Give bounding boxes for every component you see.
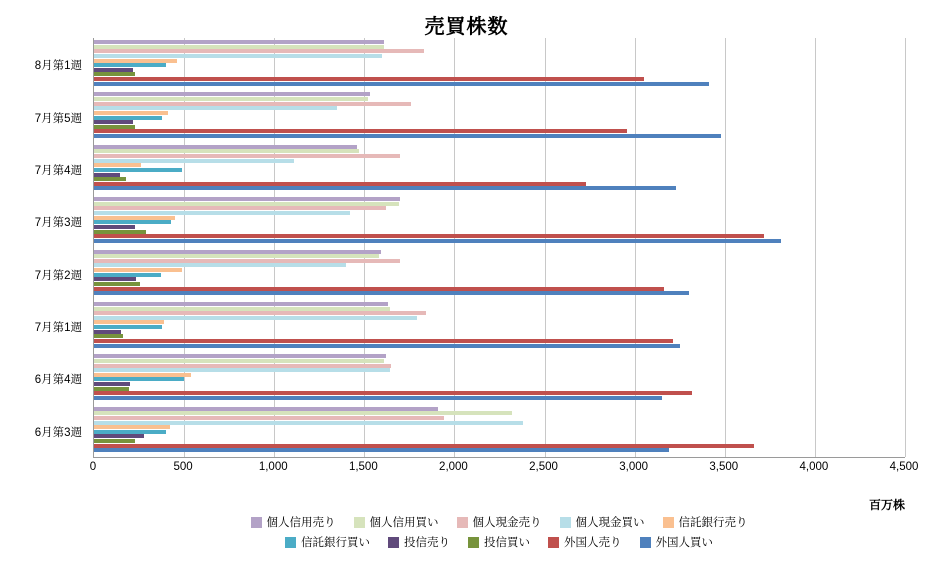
bar-row [94,373,905,377]
x-tick-label: 3,500 [709,461,739,473]
bar[interactable] [94,421,523,425]
bar[interactable] [94,416,444,420]
bar[interactable] [94,182,586,186]
bar-group [94,195,905,247]
legend-item[interactable] [285,534,370,550]
bar[interactable] [94,134,721,138]
bar-row [94,387,905,391]
bar-row [94,259,905,263]
bar[interactable] [94,149,359,153]
legend-label: 外国人買い [655,537,713,549]
legend-swatch [388,537,399,548]
bar[interactable] [94,234,764,238]
bar[interactable] [94,59,177,63]
bar[interactable] [94,186,676,190]
bar-group [94,38,905,90]
bar-row [94,220,905,224]
bar[interactable] [94,407,438,411]
bar[interactable] [94,316,417,320]
bar-row [94,311,905,315]
legend-swatch [548,537,559,548]
bar-row [94,92,905,96]
bar[interactable] [94,102,411,106]
bar[interactable] [94,263,346,267]
bar-row [94,211,905,215]
bar[interactable] [94,411,512,415]
bar[interactable] [94,173,120,177]
bar-row [94,116,905,120]
bar-groups [94,38,905,457]
bar[interactable] [94,220,171,224]
bar[interactable] [94,211,350,215]
chart-title: 売買株数 [424,16,509,38]
bar[interactable] [94,434,144,438]
x-tick-label: 2,500 [529,461,558,473]
bar-row [94,339,905,343]
bar-row [94,263,905,267]
x-tick-label: 3,000 [619,461,649,473]
bar[interactable] [94,63,166,67]
plot-area [93,38,905,458]
bar[interactable] [94,444,754,448]
bar[interactable] [94,82,709,86]
legend-item[interactable] [354,514,439,530]
bar-row [94,307,905,311]
bar-row [94,364,905,368]
bar[interactable] [94,239,781,243]
bar[interactable] [94,307,390,311]
bar-row [94,230,905,234]
bar-row [94,334,905,338]
bar[interactable] [94,159,294,163]
x-tick-label: 4,000 [799,461,829,473]
bar-row [94,82,905,86]
bar[interactable] [94,145,357,149]
bar[interactable] [94,373,191,377]
bar-row [94,396,905,400]
bar-row [94,182,905,186]
bar-row [94,421,905,425]
legend-label: 個人信用売り [266,517,336,529]
bar-row [94,354,905,358]
bar-group [94,248,905,300]
bar-row [94,268,905,272]
bar[interactable] [94,325,162,329]
bar-row [94,416,905,420]
bar[interactable] [94,120,133,124]
bar-row [94,106,905,110]
bar[interactable] [94,116,162,120]
bar-row [94,97,905,101]
bar[interactable] [94,168,182,172]
bar-row [94,250,905,254]
legend-item[interactable] [457,514,542,530]
bar[interactable] [94,277,136,281]
bar-row [94,382,905,386]
bar-row [94,359,905,363]
legend-label: 投信売り [404,537,450,549]
x-tick-label: 0 [89,461,97,473]
y-tick-label: 6月第3週 [34,426,82,439]
bar-row [94,202,905,206]
legend-item[interactable] [251,514,336,530]
bar-row [94,234,905,238]
legend-item[interactable] [468,534,530,550]
bar-row [94,102,905,106]
y-tick-label: 7月第5週 [34,112,82,125]
bar-row [94,316,905,320]
bar[interactable] [94,364,391,368]
bar[interactable] [94,106,337,110]
bar-row [94,448,905,452]
bar[interactable] [94,154,400,158]
x-tick-label: 2,000 [439,461,468,473]
bar[interactable] [94,216,175,220]
bar[interactable] [94,202,399,206]
bar[interactable] [94,77,644,81]
bar-row [94,45,905,49]
bar-row [94,439,905,443]
bar-row [94,72,905,76]
bar-row [94,254,905,258]
bar[interactable] [94,273,161,277]
bar[interactable] [94,334,123,338]
legend-swatch [354,517,365,528]
bar-row [94,239,905,243]
bar-row [94,186,905,190]
legend-label: 信託銀行売り [678,517,748,529]
bar[interactable] [94,430,166,434]
legend-row [93,532,905,552]
bar-row [94,197,905,201]
bar[interactable] [94,45,384,49]
bar-row [94,434,905,438]
legend-swatch [640,537,651,548]
bar-row [94,163,905,167]
bar-row [94,159,905,163]
x-tick-label: 500 [173,461,193,473]
bar[interactable] [94,92,370,96]
legend-swatch [457,517,468,528]
legend-label: 個人信用買い [369,517,439,529]
bar[interactable] [94,72,135,76]
legend-swatch [251,517,262,528]
bar[interactable] [94,368,390,372]
bar-row [94,145,905,149]
bar[interactable] [94,287,664,291]
bar-row [94,134,905,138]
bar-row [94,40,905,44]
bar-row [94,325,905,329]
bar[interactable] [94,359,384,363]
legend-label: 信託銀行買い [301,537,370,549]
bar-row [94,425,905,429]
bar-row [94,320,905,324]
bar[interactable] [94,291,689,295]
bar-row [94,344,905,348]
bar-row [94,411,905,415]
bar-group [94,143,905,195]
y-tick-label: 7月第3週 [34,217,82,230]
bar-row [94,225,905,229]
bar[interactable] [94,382,130,386]
bar-row [94,277,905,281]
legend-swatch [468,537,479,548]
bar-group [94,352,905,404]
bar[interactable] [94,250,381,254]
bar[interactable] [94,206,386,210]
bar-row [94,377,905,381]
x-axis-labels [89,461,919,479]
bar[interactable] [94,302,388,306]
bar[interactable] [94,396,662,400]
bar-row [94,391,905,395]
y-tick-label: 8月第1週 [34,60,82,73]
bar-row [94,330,905,334]
bar[interactable] [94,40,384,44]
bar-row [94,302,905,306]
bar[interactable] [94,259,400,263]
bar[interactable] [94,330,121,334]
legend-item[interactable] [548,534,622,550]
bar[interactable] [94,439,135,443]
legend-item[interactable] [663,514,748,530]
bar[interactable] [94,68,133,72]
bar[interactable] [94,282,140,286]
bar[interactable] [94,97,368,101]
x-tick-label: 1,500 [348,461,378,473]
y-tick-label: 6月第4週 [34,374,82,387]
y-tick-label: 7月第4週 [34,164,82,177]
legend-row [93,512,905,532]
legend-item[interactable] [640,534,714,550]
x-tick-label: 1,000 [258,461,288,473]
bar-row [94,154,905,158]
bar-group [94,300,905,352]
x-tick-label: 4,500 [889,461,919,473]
bar[interactable] [94,425,170,429]
bar[interactable] [94,391,692,395]
bar-row [94,49,905,53]
bar[interactable] [94,311,426,315]
bar-row [94,177,905,181]
legend-label: 外国人売り [564,537,622,549]
legend-item[interactable] [560,514,645,530]
bar-row [94,368,905,372]
bar[interactable] [94,177,126,181]
bar[interactable] [94,111,168,115]
bar[interactable] [94,377,184,381]
gridline [905,38,906,457]
bar-group [94,90,905,142]
bar-row [94,206,905,210]
bar[interactable] [94,320,164,324]
bar[interactable] [94,254,379,258]
legend-swatch [285,537,296,548]
chart-legend [93,512,905,552]
bar[interactable] [94,354,386,358]
bar-row [94,63,905,67]
bar-row [94,59,905,63]
bar-row [94,125,905,129]
bar-row [94,273,905,277]
legend-swatch [663,517,674,528]
bar[interactable] [94,129,627,133]
bar[interactable] [94,163,141,167]
bar-row [94,444,905,448]
legend-item[interactable] [388,534,450,550]
bar-row [94,291,905,295]
bar-row [94,287,905,291]
bar-row [94,216,905,220]
bar[interactable] [94,230,146,234]
bar-row [94,68,905,72]
bar-row [94,407,905,411]
legend-label: 投信買い [484,537,530,549]
bar-row [94,120,905,124]
bar-row [94,149,905,153]
bar-row [94,54,905,58]
bar[interactable] [94,344,680,348]
bar[interactable] [94,197,400,201]
legend-label: 個人現金買い [575,517,645,529]
bar-row [94,129,905,133]
legend-swatch [560,517,571,528]
bar[interactable] [94,448,669,452]
y-tick-label: 7月第1週 [34,322,82,335]
bar-row [94,77,905,81]
legend-label: 個人現金売り [472,517,542,529]
x-axis-unit-label: 百万株 [868,498,905,512]
bar-row [94,430,905,434]
bar[interactable] [94,54,382,58]
bar-row [94,168,905,172]
bar-row [94,173,905,177]
y-tick-label: 7月第2週 [34,269,82,282]
bar-row [94,111,905,115]
bar[interactable] [94,125,135,129]
bar[interactable] [94,339,673,343]
bar[interactable] [94,387,129,391]
y-axis-labels [0,38,88,458]
bar-row [94,282,905,286]
bar[interactable] [94,225,135,229]
bar[interactable] [94,268,182,272]
bar-group [94,405,905,457]
bar[interactable] [94,49,424,53]
